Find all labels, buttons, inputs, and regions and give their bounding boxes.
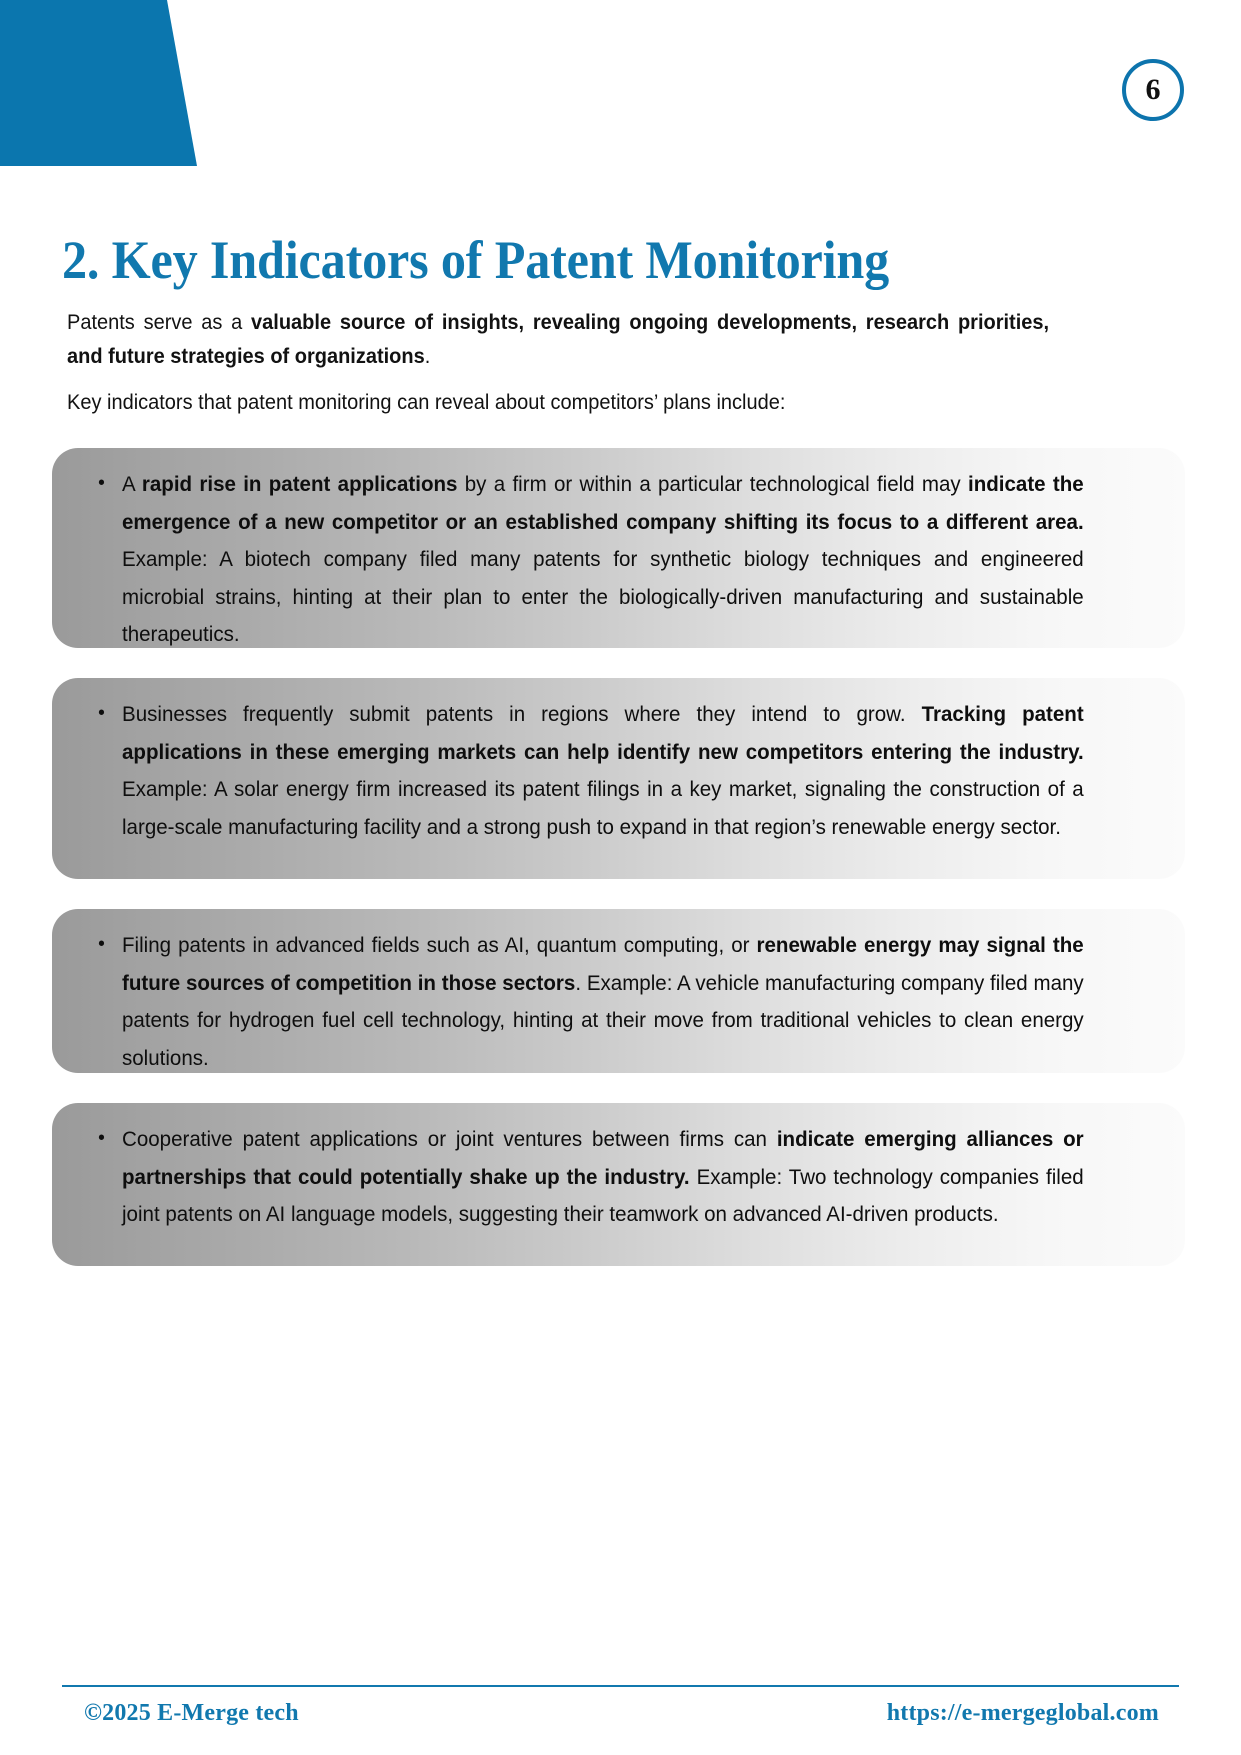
indicator-bullet-list: [94, 466, 1129, 648]
text-run: Example: A biotech company filed many patents for synthetic biology techniques and engineered microbial strains, hinting at their plan to enter the biologically-driven manufacturing and sustainable therapeutics.: [122, 547, 1084, 646]
intro-text-tail: .: [424, 343, 431, 368]
indicator-card: [52, 909, 1185, 1073]
header-corner-shape: [0, 0, 210, 166]
bold-run: indicate the emergence of a new competitor or an established company shifting its focus to a different area.: [122, 472, 1084, 534]
indicator-card: [52, 678, 1185, 879]
intro-paragraph: [67, 305, 1049, 373]
text-run: Filing patents in advanced fields such as AI, quantum computing, or: [122, 933, 757, 957]
footer-divider: [62, 1685, 1179, 1687]
indicator-bullet-item: [122, 696, 1084, 846]
bold-run: rapid rise in patent applications: [141, 472, 458, 496]
text-run: Example: Two technology companies filed joint patents on AI language models, suggesting their teamwork on advanced AI-driven products.: [122, 1164, 1084, 1226]
indicator-bullet-item: [122, 1121, 1084, 1234]
page-footer: [62, 1700, 1179, 1727]
page-number-value: 6: [1145, 73, 1161, 106]
page-number-badge: [1122, 59, 1184, 121]
indicator-bullet-list: [94, 927, 1129, 1073]
intro-text-emphasis: valuable source of insights, revealing ongoing developments, research priorities, and future strategies of organizations: [67, 309, 1050, 368]
indicator-bullet-list: [94, 696, 1129, 846]
text-run: A: [122, 472, 142, 496]
text-run: Businesses frequently submit patents in regions where they intend to grow.: [122, 702, 922, 726]
indicator-bullet-item: [122, 927, 1084, 1073]
indicator-bullet-item: [122, 466, 1084, 648]
footer-website-link[interactable]: https://e-mergeglobal.com: [886, 1700, 1159, 1726]
text-run: by a firm or within a particular technological field may: [457, 472, 968, 496]
indicator-card: [52, 448, 1185, 648]
indicator-bullet-list: [94, 1121, 1129, 1234]
bold-run: renewable energy may signal the future sources of competition in those sectors: [122, 933, 1084, 995]
text-run: Cooperative patent applications or joint ventures between firms can: [122, 1127, 777, 1151]
indicator-card-list: [52, 448, 1185, 1296]
intro-subline: Key indicators that patent monitoring can reveal about competitors’ plans include:: [67, 389, 786, 414]
intro-text-lead: Patents serve as a: [67, 309, 252, 334]
bold-run: Tracking patent applications in these emerging markets can help identify new competitors entering the industry.: [122, 702, 1084, 764]
indicator-card: [52, 1103, 1185, 1266]
text-run: . Example: A vehicle manufacturing company filed many patents for hydrogen fuel cell technology, hinting at their move from traditional vehicles to clean energy solutions.: [122, 970, 1084, 1070]
text-run: Example: A solar energy firm increased its patent filings in a key market, signaling the construction of a large-scale manufacturing facility and a strong push to expand in that region’s renewable energy sector.: [122, 777, 1084, 839]
page-title: 2. Key Indicators of Patent Monitoring: [62, 230, 890, 291]
footer-copyright: ©2025 E-Merge tech: [84, 1700, 299, 1726]
bold-run: indicate emerging alliances or partnerships that could potentially shake up the industry.: [122, 1127, 1084, 1189]
